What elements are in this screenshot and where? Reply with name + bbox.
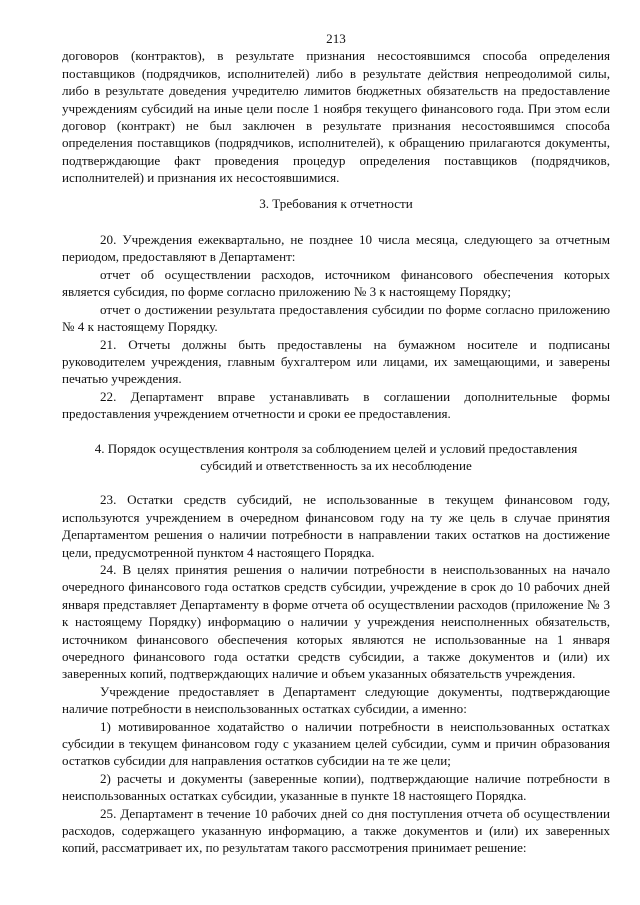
paragraph-20-report-expenses: отчет об осуществлении расходов, источником финансового обеспечения которых является субсидия, по форме согласно приложению № 3 к настоящему Порядку; [62, 266, 610, 300]
paragraph-24: 24. В целях принятия решения о наличии потребности в неиспользованных на начало очередного финансового года остатков средств субсидии, учреждение в срок до 10 рабочих дней января представляет Департаменту в форме отчета об осуществлении расходов (приложение № 3 к настоящему Порядку) информацию о наличии у учреждения неисполненных обязательств, источником финансового обеспечения которых являются не использованные на 1 января очередного финансового года остатки средств субсидии, а также документов и (или) их заверенных копий, подтверждающих наличие и объем указанных обязательств учреждения. [62, 561, 610, 682]
list-item-1: 1) мотивированное ходатайство о наличии потребности в неиспользованных остатках субсидии в текущем финансовом году с указанием целей субсидии, сумм и причин образования остатков субсидии для направления остатков субсидии на те же цели; [62, 718, 610, 769]
paragraph-21: 21. Отчеты должны быть предоставлены на бумажном носителе и подписаны руководителем учреждения, главным бухгалтером или лицами, их замещающими, и заверены печатью учреждения. [62, 336, 610, 387]
section-4-heading-line-2: субсидий и ответственность за их несоблюдение [200, 457, 472, 473]
paragraph-24-documents: Учреждение предоставляет в Департамент следующие документы, подтверждающие наличие потребности в неиспользованных остатках субсидии, а именно: [62, 683, 610, 717]
section-3-heading: 3. Требования к отчетности [259, 195, 413, 211]
document-page [62, 30, 610, 857]
paragraph-20: 20. Учреждения ежеквартально, не позднее 10 числа месяца, следующего за отчетным периодом, предоставляют в Департамент: [62, 232, 610, 265]
paragraph-25: 25. Департамент в течение 10 рабочих дней со дня поступления отчета об осуществлении расходов, содержащего указанную информацию, а также документов и (или) их заверенных копий, рассматривает их, по результатам такого рассмотрения принимает решение: [62, 805, 610, 856]
page-number: 213 [326, 31, 346, 46]
paragraph-22: 22. Департамент вправе устанавливать в соглашении дополнительные формы предоставления учреждением отчетности и сроки ее предоставления. [62, 388, 610, 422]
list-item-2: 2) расчеты и документы (заверенные копии), подтверждающие наличие потребности в неиспользованных остатках субсидии, указанные в пункте 18 настоящего Порядка. [62, 770, 610, 804]
section-4-heading [62, 440, 610, 475]
continuation-paragraph: договоров (контрактов), в результате признания несостоявшимся способа определения поставщиков (подрядчиков, исполнителей) либо в результате действия непреодолимой силы, либо в результате доведения учредителю лимитов бюджетных обязательств на предоставление учреждениям субсидий на иные цели после 1 ноября текущего финансового года. При этом если договор (контракт) не был заключен в результате признания несостоявшимся способа определения поставщиков (подрядчиков, исполнителей), к обращению прилагаются документы, подтверждающие факт проведения процедур определения поставщиков (подрядчиков, исполнителей) и признания их несостоявшимися. [62, 48, 610, 186]
paragraph-20-report-results: отчет о достижении результата предоставления субсидии по форме согласно приложению № 4 к настоящему Порядку. [62, 301, 610, 335]
paragraph-23: 23. Остатки средств субсидий, не использованные в текущем финансовом году, используются учреждением в очередном финансовом году на ту же цель в случае принятия Департаментом решения о наличии потребности в направлении таких остатков на достижение цели, предусмотренной пунктом 4 настоящего Порядка. [62, 492, 610, 560]
section-4-heading-line-1: 4. Порядок осуществления контроля за соблюдением целей и условий предоставления [94, 440, 578, 456]
